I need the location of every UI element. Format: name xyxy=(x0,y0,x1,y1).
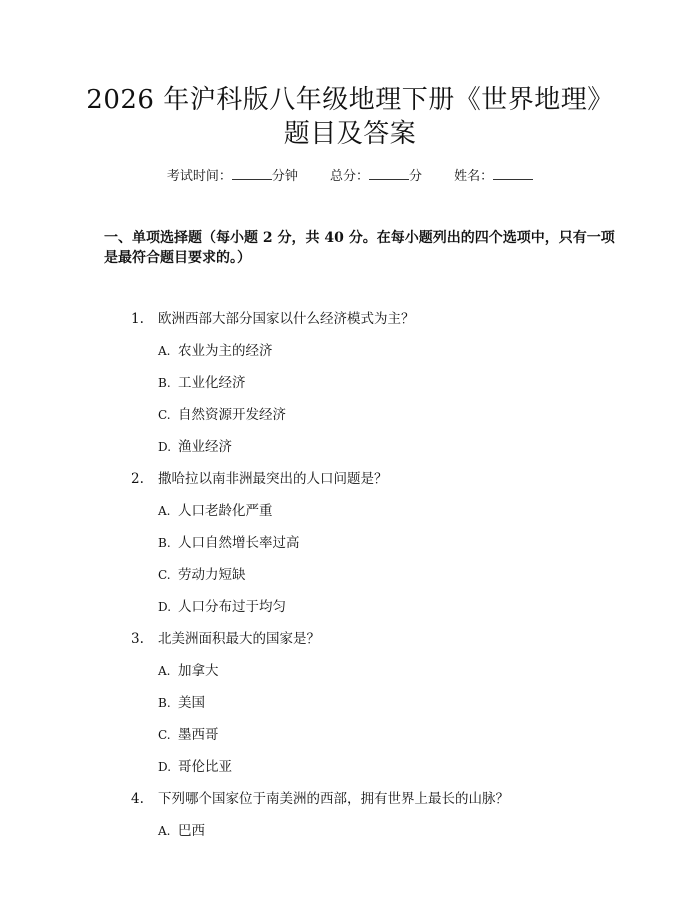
option-text: 农业为主的经济 xyxy=(178,343,273,359)
option-text: 人口老龄化严重 xyxy=(178,503,273,519)
option-letter: C. xyxy=(158,568,171,582)
question-text: 北美洲面积最大的国家是？ xyxy=(158,631,320,647)
question-4 xyxy=(131,790,509,808)
option-letter: C. xyxy=(158,728,171,742)
option-text: 劳动力短缺 xyxy=(178,567,246,583)
question-number: 2. xyxy=(131,471,144,487)
name-label: 姓名： xyxy=(454,169,494,184)
page-title-line-1: 2026 年沪科版八年级地理下册《世界地理》 xyxy=(86,85,614,115)
section-heading xyxy=(104,228,615,268)
option-3d[interactable] xyxy=(158,758,232,776)
question-text: 欧洲西部大部分国家以什么经济模式为主？ xyxy=(158,311,415,327)
option-2b[interactable] xyxy=(158,534,300,552)
option-letter: B. xyxy=(158,376,171,390)
option-text: 哥伦比亚 xyxy=(178,759,232,775)
page-title-line-2: 题目及答案 xyxy=(283,119,417,149)
option-2d[interactable] xyxy=(158,598,286,616)
option-1a[interactable] xyxy=(158,342,273,360)
option-letter: A. xyxy=(158,504,171,518)
question-number: 4. xyxy=(131,791,144,807)
option-letter: A. xyxy=(158,664,171,678)
option-text: 人口自然增长率过高 xyxy=(178,535,300,551)
section-heading-line-1: 一、单项选择题（每小题 2 分，共 40 分。在每小题列出的四个选项中，只有一项 xyxy=(104,230,615,246)
option-letter: A. xyxy=(158,824,171,838)
option-letter: D. xyxy=(158,440,172,454)
option-text: 工业化经济 xyxy=(178,375,246,391)
question-2 xyxy=(131,470,388,488)
option-letter: B. xyxy=(158,696,171,710)
option-1d[interactable] xyxy=(158,438,232,456)
option-letter: D. xyxy=(158,600,172,614)
question-number: 3. xyxy=(131,631,144,647)
student-name xyxy=(454,169,533,184)
time-unit: 分钟 xyxy=(271,169,298,184)
question-1 xyxy=(131,310,415,328)
section-heading-line-2: 是最符合题目要求的。） xyxy=(104,250,251,266)
question-text: 撒哈拉以南非洲最突出的人口问题是？ xyxy=(158,471,388,487)
option-text: 墨西哥 xyxy=(178,727,219,743)
option-letter: B. xyxy=(158,536,171,550)
option-2c[interactable] xyxy=(158,566,246,584)
option-2a[interactable] xyxy=(158,502,273,520)
option-text: 加拿大 xyxy=(178,663,219,679)
option-4a[interactable] xyxy=(158,822,205,840)
score-blank[interactable] xyxy=(369,169,409,180)
time-blank[interactable] xyxy=(232,169,272,180)
question-3 xyxy=(131,630,320,648)
option-1b[interactable] xyxy=(158,374,246,392)
exam-time xyxy=(167,169,298,184)
option-letter: A. xyxy=(158,344,171,358)
option-1c[interactable] xyxy=(158,406,286,424)
option-text: 巴西 xyxy=(178,823,205,839)
option-3c[interactable] xyxy=(158,726,219,744)
option-letter: C. xyxy=(158,408,171,422)
score-label: 总分： xyxy=(329,169,369,184)
score-unit: 分 xyxy=(409,169,423,184)
name-blank[interactable] xyxy=(493,169,533,180)
option-text: 人口分布过于均匀 xyxy=(178,599,286,615)
option-text: 渔业经济 xyxy=(178,439,232,455)
exam-meta xyxy=(0,168,700,186)
option-text: 自然资源开发经济 xyxy=(178,407,286,423)
time-label: 考试时间： xyxy=(166,169,232,184)
option-text: 美国 xyxy=(178,695,205,711)
total-score xyxy=(330,169,422,184)
question-number: 1. xyxy=(131,311,144,327)
option-letter: D. xyxy=(158,760,172,774)
option-3b[interactable] xyxy=(158,694,205,712)
question-text: 下列哪个国家位于南美洲的西部，拥有世界上最长的山脉？ xyxy=(158,791,509,807)
option-3a[interactable] xyxy=(158,662,219,680)
